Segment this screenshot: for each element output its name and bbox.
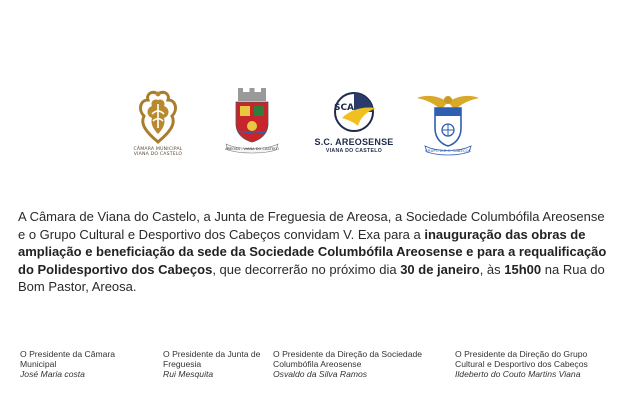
signature-grupo (455, 349, 615, 380)
invitation-part-1: A Câmara de Viana do Castelo, a Junta de Freguesia de Areosa, a Sociedade Columbófila Areosense e o Grupo Cultural e Desportivo dos Cabeços convidam V. Exa para a (18, 209, 605, 242)
sc-areosense-logo (316, 88, 392, 168)
grupo-cultural-desportivo-logo (415, 88, 481, 158)
camara-label-line2: VIANA DO CASTELO (133, 152, 183, 157)
invitation-text (18, 208, 610, 296)
invitation-part-2: , que decorrerão no próximo dia (212, 261, 401, 277)
invitation-bold-1: inauguração das obras de ampliação e beneficiação da sede da Sociedade Columbófila Areosense e para a requalificação do Polidesportivo dos Cabeços (18, 226, 607, 277)
invitation-date: 30 de janeiro (400, 261, 480, 277)
signature-title: O Presidente da Câmara Municipal (20, 349, 116, 370)
svg-text:AREOSA - VIANA DO CASTELO: AREOSA - VIANA DO CASTELO (225, 147, 279, 151)
invitation-part-4: na Rua do Bom Pastor, Areosa. (18, 261, 605, 294)
signature-name: Rui Mesquita (163, 369, 214, 380)
camara-label-line1: CÂMARA MUNICIPAL (133, 147, 183, 152)
svg-text:SCA: SCA (333, 103, 355, 113)
signature-junta (163, 349, 273, 380)
signature-sociedade (273, 349, 448, 380)
signature-name: Osvaldo da Silva Ramos (273, 369, 368, 380)
signature-name: Ildeberto do Couto Martins Viana (455, 369, 581, 380)
areosa-coat-of-arms-icon (220, 86, 284, 156)
grupo-desportivo-cabecos-eagle-icon (415, 88, 481, 158)
junta-freguesia-logo (220, 86, 284, 156)
signature-title: O Presidente da Junta de Freguesia (163, 349, 261, 370)
svg-text:GRUPO D.E.C. CABEÇOS: GRUPO D.E.C. CABEÇOS (425, 148, 471, 153)
signature-name: José Maria costa (20, 369, 85, 380)
sca-club-city: VIANA DO CASTELO (325, 148, 383, 154)
signature-title: O Presidente da Direção da Sociedade Columbófila Areosense (273, 349, 423, 370)
invitation-part-3: , às (479, 261, 505, 277)
signature-camara (20, 349, 150, 380)
signature-title: O Presidente da Direção do Grupo Cultural e Desportivo dos Cabeços (455, 349, 588, 370)
viana-do-castelo-heart-icon (132, 88, 184, 148)
sca-club-name: S.C. AREOSENSE (314, 137, 394, 147)
sc-areosense-crest-icon (316, 88, 392, 136)
invitation-time: 15h00 (504, 261, 542, 277)
